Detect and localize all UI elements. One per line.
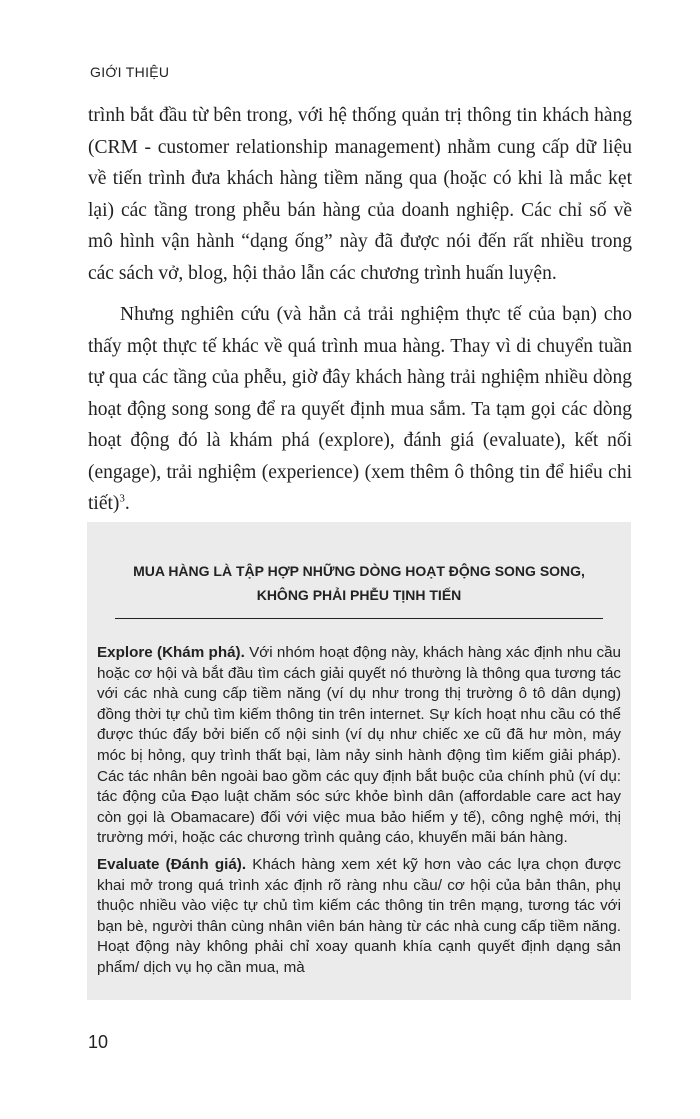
body-paragraph-2-end: . bbox=[124, 493, 130, 514]
body-paragraph-1: trình bắt đầu từ bên trong, với hệ thống quản trị thông tin khách hàng (CRM - customer relationship management) nhằm cung cấp dữ liệu về tiến trình đưa khách hàng tiềm năng qua (hoặc có khi là mắc kẹt lại) các tầng trong phễu bán hàng của doanh nghiệp. Các chỉ số về mô hình vận hành “dạng ống” này đã được nói đến rất nhiều trong các sách vở, blog, hội thảo lẫn các chương trình huấn luyện. bbox=[88, 105, 632, 284]
explore-paragraph bbox=[97, 643, 621, 849]
footnote-reference: 3 bbox=[119, 492, 125, 505]
body-text bbox=[88, 100, 632, 530]
info-box-title-line-1: MUA HÀNG LÀ TẬP HỢP NHỮNG DÒNG HOẠT ĐỘNG SONG SONG, bbox=[133, 563, 585, 579]
body-paragraph-2 bbox=[88, 299, 632, 520]
info-box-title bbox=[115, 559, 603, 619]
explore-text: Với nhóm hoạt động này, khách hàng xác định nhu cầu hoặc cơ hội và bắt đầu tìm cách giải quyết nó thường là thông qua tương tác với các nhà cung cấp tiềm năng (ví dụ như trong thị trường ô tô dân dụng) đồng thời tự chủ tìm kiếm thông tin trên internet. Sự kích hoạt nhu cầu có thể được thúc đẩy bởi biến cố nội sinh (ví dụ như chiếc xe cũ đã hư mòn, máy móc bị hỏng, quy trình thất bại, làm nảy sinh hành động tìm kiếm giải pháp). Các tác nhân bên ngoài bao gồm các quy định bắt buộc của chính phủ (ví dụ: tác động của Đạo luật chăm sóc sức khỏe bình dân (affordable care act hay còn gọi là Obamacare) đối với việc mua bảo hiểm y tế), công nghệ mới, thị trường mới, hoặc các chương trình quảng cáo, khuyến mãi bán hàng. bbox=[97, 644, 621, 847]
info-box-title-line-2: KHÔNG PHẢI PHỄU TỊNH TIẾN bbox=[256, 587, 462, 603]
explore-term: Explore (Khám phá). bbox=[97, 644, 245, 661]
evaluate-paragraph bbox=[97, 855, 621, 979]
evaluate-term: Evaluate (Đánh giá). bbox=[97, 855, 247, 873]
body-paragraph-2-text: Nhưng nghiên cứu (và hẳn cả trải nghiệm thực tế của bạn) cho thấy một thực tế khác về quá trình mua hàng. Thay vì di chuyển tuần tự qua các tầng của phễu, giờ đây khách hàng trải nghiệm nhiều dòng hoạt động song song để ra quyết định mua sắm. Ta tạm gọi các dòng hoạt động đó là khám phá (explore), đánh giá (evaluate), kết nối (engage), trải nghiệm (experience) (xem thêm ô thông tin để hiểu chi tiết) bbox=[88, 304, 632, 514]
running-head: GIỚI THIỆU bbox=[90, 64, 170, 80]
evaluate-text: Khách hàng xem xét kỹ hơn vào các lựa chọn được khai mở trong quá trình xác định rõ ràng nhu cầu/ cơ hội của bản thân, phụ thuộc nhiều vào việc tự chủ tìm kiếm các thông tin trên mạng, tương tác với bạn bè, người thân cùng nhân viên bán hàng từ các nhà cung cấp tiềm năng. Hoạt động này không phải chỉ xoay quanh khía cạnh quyết định dạng sản phẩm/ dịch vụ họ cần mua, mà bbox=[97, 855, 621, 976]
info-box bbox=[87, 522, 631, 1000]
info-box-body bbox=[97, 643, 621, 979]
page-number: 10 bbox=[88, 1032, 109, 1052]
